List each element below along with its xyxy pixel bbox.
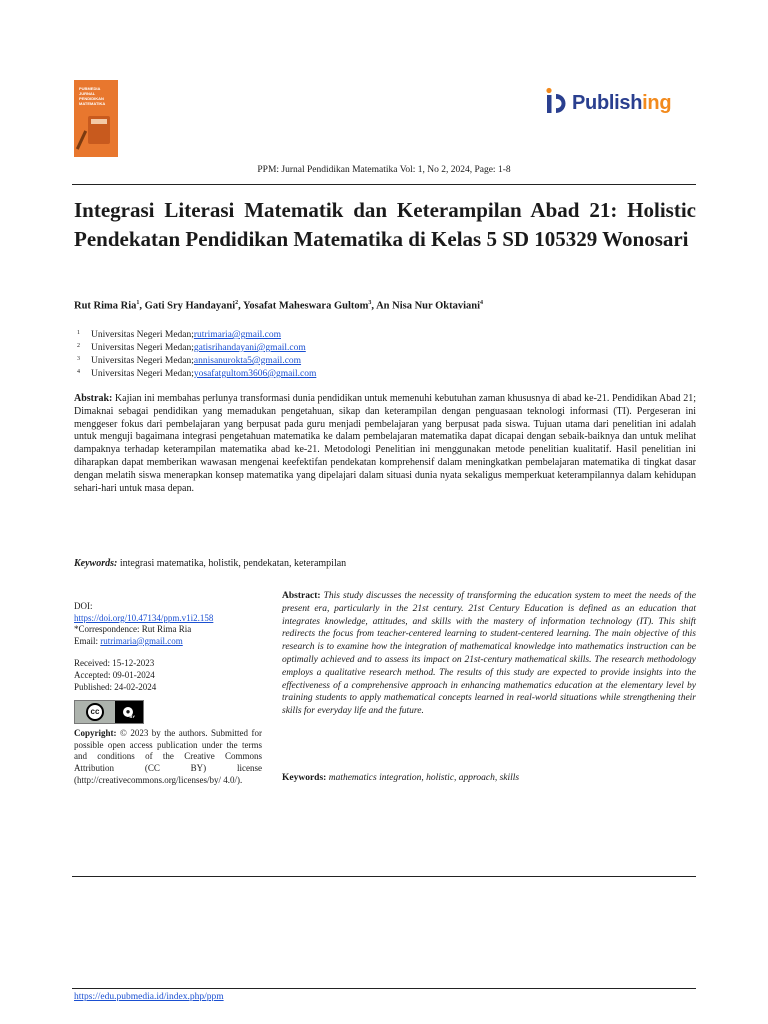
keywords-body: mathematics integration, holistic, approach, skills [326,773,520,783]
author-affil-mark: 2 [235,300,239,306]
author-name: Yosafat Maheswara Gultom [242,300,369,312]
doi-link[interactable]: https://doi.org/10.47134/ppm.v1i2.158 [74,612,214,623]
author-name: An Nisa Nur Oktaviani [376,300,481,312]
author-email-link[interactable]: rutrimaria@gmail.com [193,330,281,340]
author-email-link[interactable]: yosafatgultom3606@gmail.com [193,369,317,379]
keywords-english [282,773,519,783]
affiliation-item: 2 Universitas Negeri Medan; gatisrihandayani@gmail.com [77,343,306,353]
accepted-date: Accepted: 09-01-2024 [74,669,155,680]
author-affil-mark: 1 [136,300,140,306]
section-divider [72,876,696,877]
journal-citation-line: PPM: Jurnal Pendidikan Matematika Vol: 1, No 2, 2024, Page: 1-8 [257,165,511,175]
author-name: Rut Rima Ria [74,300,137,312]
received-date: Received: 15-12-2023 [74,658,155,669]
paper-title: Integrasi Literasi Matematik dan Keterampilan Abad 21: Holistic Pendekatan Pendidikan Matematika di Kelas 5 SD 105329 Wonosari [74,198,696,251]
journal-url-link[interactable]: https://edu.pubmedia.id/index.php/ppm [74,992,224,1002]
author-affil-mark: 4 [480,300,484,306]
keywords-indonesian [74,558,346,569]
author-affil-mark: 3 [368,300,372,306]
publishing-logo-icon [544,87,570,119]
calculator-icon [88,116,110,144]
doi-label: DOI: [74,601,93,611]
author-list: Rut Rima Ria$^1$, Gati Sry Handayani$^2$, Yosafat Maheswara Gultom$^3$, An Nisa Nur Oktaviani$^4$ [74,300,484,312]
abstract-indonesian [74,393,696,495]
copyright-label: Copyright: [74,728,117,739]
correspondence-email: Email: rutrimaria@gmail.com [74,635,183,646]
footer-divider [72,988,696,989]
attribution-person-icon: ● [121,705,135,719]
correspondence: *Correspondence: Rut Rima Ria [74,624,192,635]
logo-text-ing: ing [642,91,672,114]
affiliation-list [74,329,316,381]
abstract-body: This study discusses the necessity of transforming the education system to meet the needs of the present era, particularly in the 21st century. 21st Century Education is defined as an education that integrates knowledge, attitudes, and skills with the mastery of information technology (IT). This shift redirects the focus from teacher-centered learning to student-centered learning. The main objective of this research is to examine how the integration of mathematical knowledge into mathematics instruction can be optimally achieved and to assess its impact on 21st-century mathematical skills. The research methodology employs a qualitative research method. The results of this study are expected to provide insights into the effectiveness of a comprehensive approach in enhancing mathematics education at the elementary level by training students to apply mathematical concepts learned in real-world situations while strengthening their skills for everyday life and the future. [282,591,696,717]
publisher-logo [544,86,671,120]
affiliation-item: 1 Universitas Negeri Medan; rutrimaria@gmail.com [77,330,281,340]
affiliation-item: 4 Universitas Negeri Medan; yosafatgultom3606@gmail.com [77,369,317,379]
correspondence-email-link[interactable]: rutrimaria@gmail.com [100,635,183,646]
abstract-label: Abstract: [282,591,321,601]
keywords-label: Keywords: [74,558,118,569]
article-info-column [74,601,262,786]
keywords-body: integrasi matematika, holistik, pendekatan, keterampilan [117,558,347,569]
keywords-label: Keywords: [282,773,327,783]
author-email-link[interactable]: annisanurokta5@gmail.com [193,356,302,366]
header-divider [72,184,696,185]
pen-icon [76,130,87,149]
cover-title: PUBMEDIA JURNAL PENDIDIKAN MATEMATIKA [79,86,106,106]
author-name: Gati Sry Handayani [144,300,236,312]
copyright-notice: Copyright: © 2023 by the authors. Submitted for possible open access publication under the terms and conditions of the Creative Commons Attribution (CC BY) license (http://creativecommons.org/licenses/by/ 4.0/). [74,728,262,785]
author-email-link[interactable]: gatisrihandayani@gmail.com [193,343,306,353]
published-date: Published: 24-02-2024 [74,681,157,692]
cc-icon: cc [86,703,104,721]
journal-cover-image [74,80,118,157]
by-label: BY [129,713,135,719]
abstract-english [282,590,696,718]
abstract-label: Abstrak: [74,393,113,404]
logo-text-publish: Publish [572,91,643,114]
cc-by-license-badge[interactable] [74,700,144,724]
affiliation-item: 3 Universitas Negeri Medan; annisanurokta5@gmail.com [77,356,302,366]
abstract-body: Kajian ini membahas perlunya transformasi dunia pendidikan untuk memenuhi kebutuhan zaman khususnya di abad ke-21. Pendidikan Abad 21; Dimaknai sebagai pendidikan yang memadukan pengetahuan, sikap dan keterampilan dengan penguasaan teknologi informasi (TI). Pergeseran ini menggeser fokus dari pembelajaran yang berpusat pada guru menjadi pembelajaran yang berpusat pada siswa. Tujuan utama dari penelitian ini adalah untuk menguji bagaimana integrasi pengetahuan matematika ke dalam pembelajaran matematika dapat dicapai dengan sebaik-baiknya dan untuk melihat dampaknya terhadap keterampilan matematika abad ke-21. Metodologi Penelitian ini menggunakan metode penelitian kualitatif. Hasil penelitian ini diharapkan dapat memberikan wawasan mengenai keefektifan pendekatan komprehensif dalam meningkatkan pembelajaran matematika di tingkat dasar dengan melatih siswa menerapkan konsep matematika yang dipelajari dalam situasi dunia nyata sekaligus memperkuat keterampilannya dalam kehidupan sehari-hari untuk masa depan. [74,393,696,494]
